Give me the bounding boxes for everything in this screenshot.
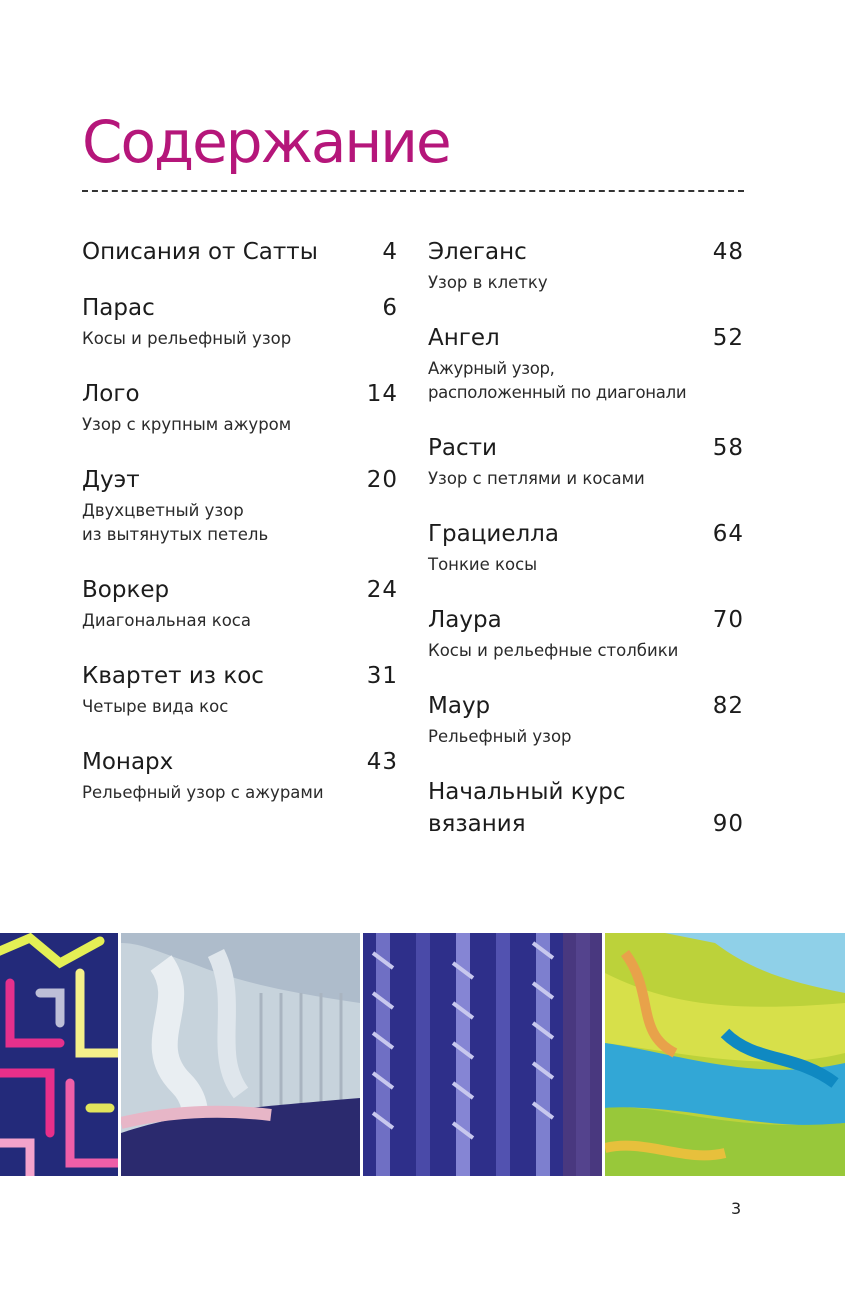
toc-entry-title: Начальный курс вязания <box>428 779 626 837</box>
toc-entry[interactable] <box>428 322 744 405</box>
toc-entry[interactable] <box>82 236 398 268</box>
toc-entry-page: 90 <box>712 811 744 837</box>
toc-right-column <box>428 236 744 840</box>
toc-entry[interactable] <box>428 432 744 491</box>
toc-entry[interactable] <box>82 574 398 633</box>
toc-entry[interactable] <box>428 604 744 663</box>
toc-entry-page: 24 <box>366 577 398 603</box>
toc-entry-description: Четыре вида кос <box>82 697 229 716</box>
toc-entry-title: Воркер <box>82 577 170 603</box>
toc-entry[interactable] <box>82 746 398 805</box>
page-number: 3 <box>731 1199 742 1218</box>
toc-entry-description: Рельефный узор <box>428 727 572 746</box>
toc-entry-page: 48 <box>712 239 744 265</box>
knitting-photo-strip <box>0 933 845 1176</box>
toc-entry-title: Лого <box>82 381 140 407</box>
toc-entry-page: 31 <box>366 663 398 689</box>
toc-entry-description: Двухцветный узор из вытянутых петель <box>82 501 269 544</box>
toc-entry[interactable] <box>82 292 398 351</box>
toc-left-column <box>82 236 398 805</box>
knitting-photo-lace <box>605 933 845 1176</box>
toc-entry-page: 4 <box>382 239 398 265</box>
toc-entry-title: Ангел <box>428 325 500 351</box>
toc-entry-page: 58 <box>712 435 744 461</box>
toc-entry-title: Монарх <box>82 749 174 775</box>
toc-entry-title: Маур <box>428 693 491 719</box>
dashed-divider <box>82 190 744 192</box>
toc-entry-title: Элеганс <box>428 239 527 265</box>
toc-entry-title: Грациелла <box>428 521 559 547</box>
toc-entry-description: Косы и рельефные столбики <box>428 641 679 660</box>
toc-entry-title: Описания от Сатты <box>82 239 318 265</box>
knitting-photo-ribbed <box>363 933 602 1176</box>
toc-entry-page: 43 <box>366 749 398 775</box>
toc-entry-title: Квартет из кос <box>82 663 264 689</box>
toc-entry-title: Парас <box>82 295 155 321</box>
toc-entry-page: 64 <box>712 521 744 547</box>
toc-entry-description: Рельефный узор с ажурами <box>82 783 324 802</box>
page-title: Содержание <box>82 108 450 176</box>
toc-entry[interactable] <box>82 378 398 437</box>
toc-entry-page: 6 <box>382 295 398 321</box>
toc-entry-title: Дуэт <box>82 467 140 493</box>
toc-entry-page: 20 <box>366 467 398 493</box>
toc-entry-title: Лаура <box>428 607 502 633</box>
toc-entry[interactable] <box>428 690 744 749</box>
toc-entry-description: Узор с петлями и косами <box>428 469 645 488</box>
knitting-photo-two-color <box>0 933 118 1176</box>
toc-entry-description: Ажурный узор, расположенный по диагонали <box>428 359 687 402</box>
toc-entry[interactable] <box>428 518 744 577</box>
toc-entry-description: Тонкие косы <box>428 555 538 574</box>
toc-entry[interactable] <box>82 464 398 547</box>
toc-entry-page: 70 <box>712 607 744 633</box>
knitting-photo-cable <box>121 933 360 1176</box>
toc-entry[interactable] <box>428 776 744 840</box>
toc-entry-description: Диагональная коса <box>82 611 251 630</box>
toc-entry-page: 82 <box>712 693 744 719</box>
toc-entry-description: Косы и рельефный узор <box>82 329 292 348</box>
toc-entry-page: 14 <box>366 381 398 407</box>
toc-entry-title: Расти <box>428 435 497 461</box>
toc-entry[interactable] <box>428 236 744 295</box>
toc-entry-description: Узор в клетку <box>428 273 548 292</box>
toc-entry[interactable] <box>82 660 398 719</box>
toc-entry-page: 52 <box>712 325 744 351</box>
toc-entry-description: Узор с крупным ажуром <box>82 415 292 434</box>
